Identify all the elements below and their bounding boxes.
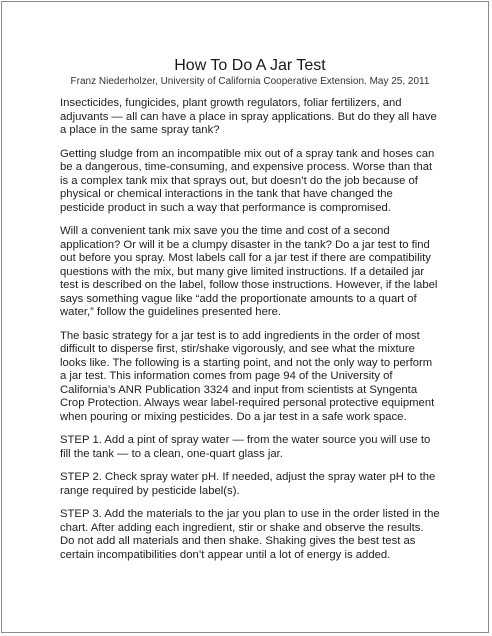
paragraph-step-3: STEP 3. Add the materials to the jar you plan to use in the order listed in the chart. After adding each ingredient, stir or shake and observe the results. Do not add all materials and then shake. Shaking gives the best test as certain incompatibilities don’t appear until a lot of energy is added. [60, 508, 440, 561]
paragraph-strategy: The basic strategy for a jar test is to add ingredients in the order of most difficult to disperse first, stir/shake vigorously, and see what the mixture looks like. The following is a starting point, and not the only way to perform a jar test. This information comes from page 94 of the University of California’s ANR Publication 3324 and input from scientists at Syngenta Crop Protection. Always wear label-required personal protective equipment when pouring or mixing pesticides. Do a jar test in a safe work space. [60, 329, 435, 423]
document-page [1, 1, 489, 633]
document-byline: Franz Niederholzer, University of California Cooperative Extension. May 25, 2011 [70, 76, 430, 87]
paragraph-tank-mix: Will a convenient tank mix save you the time and cost of a second application? Or will it be a clumpy disaster in the tank? Do a jar test to find out before you spray. Most labels call for a jar test if there are compatibility questions with the mix, but many give limited instructions. If a detailed jar test is described on the label, follow those instructions. However, if the label says something vague like “add the proportionate amounts to a quart of water,” follow the guidelines presented here. [60, 225, 438, 318]
document-title: How To Do A Jar Test [174, 57, 326, 74]
paragraph-step-1: STEP 1. Add a pint of spray water — from the water source you will use to fill the tank — to a clean, one-quart glass jar. [60, 434, 431, 460]
paragraph-sludge: Getting sludge from an incompatible mix out of a spray tank and hoses can be a dangerous, time-consuming, and expensive process. Worse than that is a complex tank mix that sprays out, but doesn’t do the job because of physical or chemical interactions in the tank that have changed the pesticide product in such a way that performance is compromised. [60, 147, 435, 214]
paragraph-intro: Insecticides, fungicides, plant growth regulators, foliar fertilizers, and adjuvants — all can have a place in spray applications. But do they all have a place in the same spray tank? [60, 97, 437, 136]
paragraph-step-2: STEP 2. Check spray water pH. If needed, adjust the spray water pH to the range required by pesticide label(s). [60, 471, 436, 497]
document-content [60, 56, 440, 572]
